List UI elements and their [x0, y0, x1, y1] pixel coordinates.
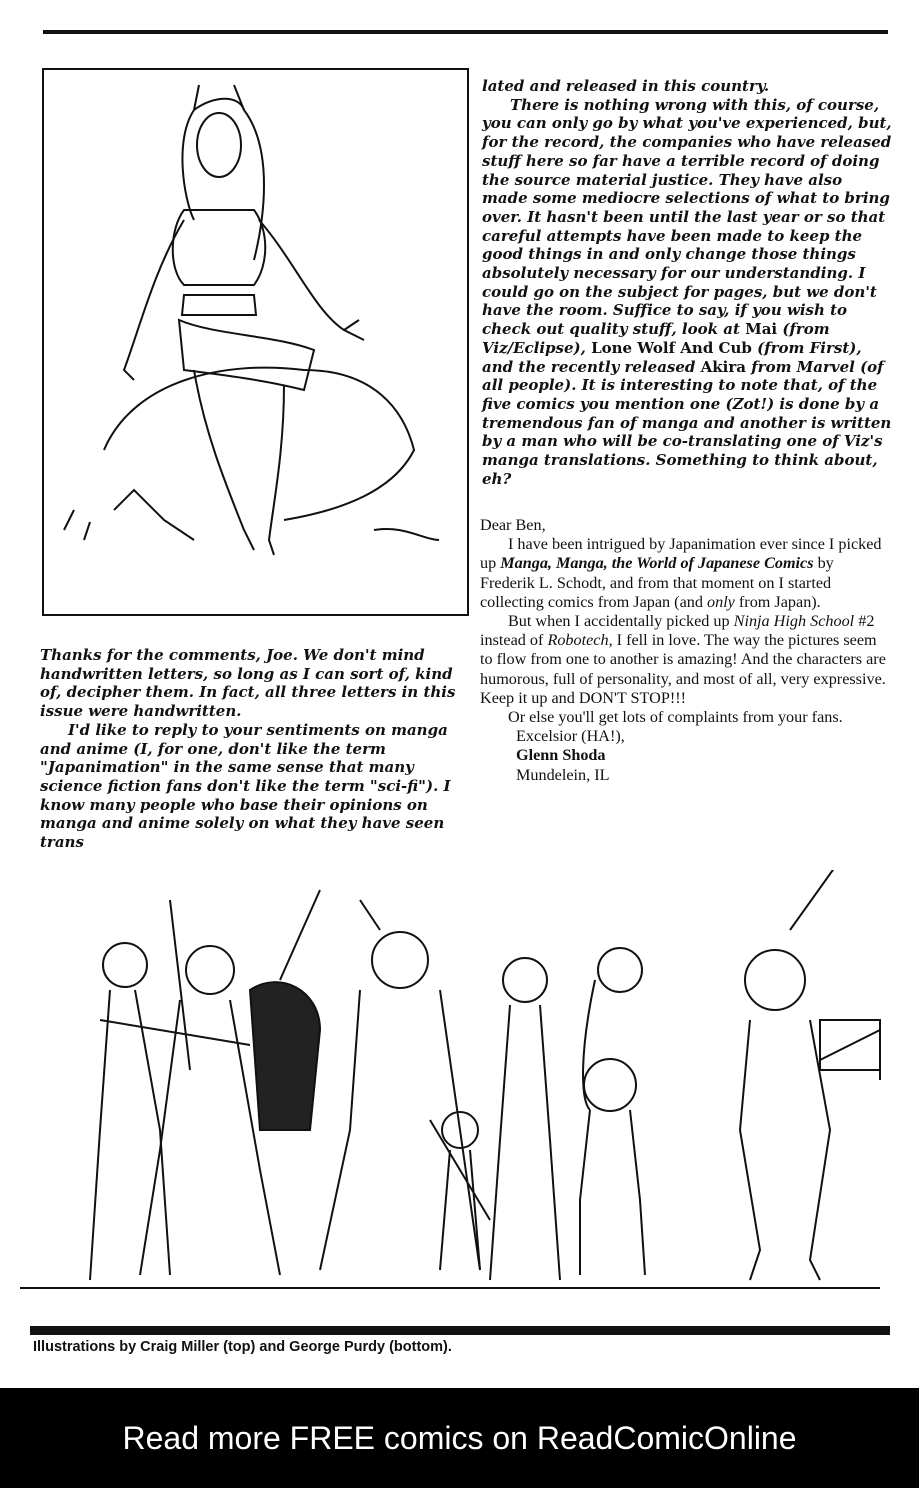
bottom-rule [30, 1326, 890, 1335]
letter-text-2: by Frederik L. Schodt, and from that moment on I started collecting comics from Japan (and [480, 554, 834, 611]
title-mai: Mai [745, 320, 778, 339]
top-rule [43, 30, 888, 34]
letter-paragraph-2 [480, 612, 890, 708]
title-lone-wolf: Lone Wolf And Cub [591, 338, 752, 357]
letter-paragraph-3: Or else you'll get lots of complaints from your fans. [508, 708, 843, 727]
footer-text[interactable]: Read more FREE comics on ReadComicOnline [122, 1419, 797, 1456]
letter-text-6: , I fell in love. The way the pictures seem to flow from one to another is amazing! And the characters are humorous, full of personality, and most of all, very expressive. Keep it up and DON'T STOP!!! [480, 631, 886, 707]
illustration-credits: Illustrations by Craig Miller (top) and George Purdy (bottom). [33, 1339, 452, 1355]
letter-location: Mundelein, IL [516, 765, 610, 784]
reply-left-column [40, 646, 460, 852]
reply-sentiments: I'd like to reply to your sentiments on manga and anime (I, for one, don't like the term "Japanimation" in the same sense that many science fiction fans don't like the term "sci-fi"). I know many people who base their opinions on manga and anime solely on what they have seen trans [40, 720, 451, 852]
reply-text-3: (from First), and the recently released [482, 338, 862, 376]
reply-text-2: (from Viz/Eclipse), [482, 320, 830, 357]
continuation-text: lated and released in this country. [482, 77, 770, 95]
site-footer-banner[interactable] [0, 1388, 919, 1488]
title-ninja-high-school: Ninja High School [733, 612, 855, 631]
sitting-girl-illustration [44, 70, 467, 614]
emphasis-only: only [707, 592, 735, 611]
salutation: Dear Ben, [480, 516, 546, 534]
closing: Excelsior (HA!), [516, 727, 625, 746]
letter-text-4: But when I accidentally picked up [508, 612, 734, 631]
bottom-group-illustration [20, 870, 890, 1290]
letter-text-1: I have been intrigued by Japanimation ever since I picked up [480, 535, 882, 573]
letter-text-3: from Japan). [734, 592, 821, 611]
reply-intro: Thanks for the comments, Joe. We don't mind handwritten letters, so long as I can sort of, kind of, decipher them. In fact, all three letters in this issue were handwritten. [40, 646, 456, 721]
reply-continuation [482, 77, 892, 488]
book-title: Manga, Manga, the World of Japanese Comics [500, 554, 814, 573]
top-illustration-frame [42, 68, 469, 616]
letter-text-5: #2 instead of [480, 612, 875, 650]
reply-paragraph [482, 96, 892, 489]
title-akira: Akira [700, 357, 746, 376]
letter-glenn-shoda [480, 516, 890, 785]
letter-author: Glenn Shoda [516, 746, 606, 765]
reply-text-1: There is nothing wrong with this, of course, you can only go by what you've experienced, but, for the record, the companies who have released stuff here so far have a terrible record of doing the source material justice. They have also made some mediocre selections of what to bring over. It hasn't been until the last year or so that careful attempts have been made to keep the good things in and only change those things absolutely necessary for our understanding. I could go on the subject for pages, but we don't have the room. Suffice to say, if you wish to check out quality stuff, look at [482, 95, 892, 339]
title-robotech: Robotech [547, 631, 609, 650]
letter-paragraph-1 [480, 535, 890, 612]
reply-text-4: from Marvel (of all people). It is interesting to note that, of the five comics you mention one (Zot!) is done by a tremendous fan of manga and another is written by a man who will be co-translating one of Viz's manga translations. Something to think about, eh? [482, 357, 892, 488]
